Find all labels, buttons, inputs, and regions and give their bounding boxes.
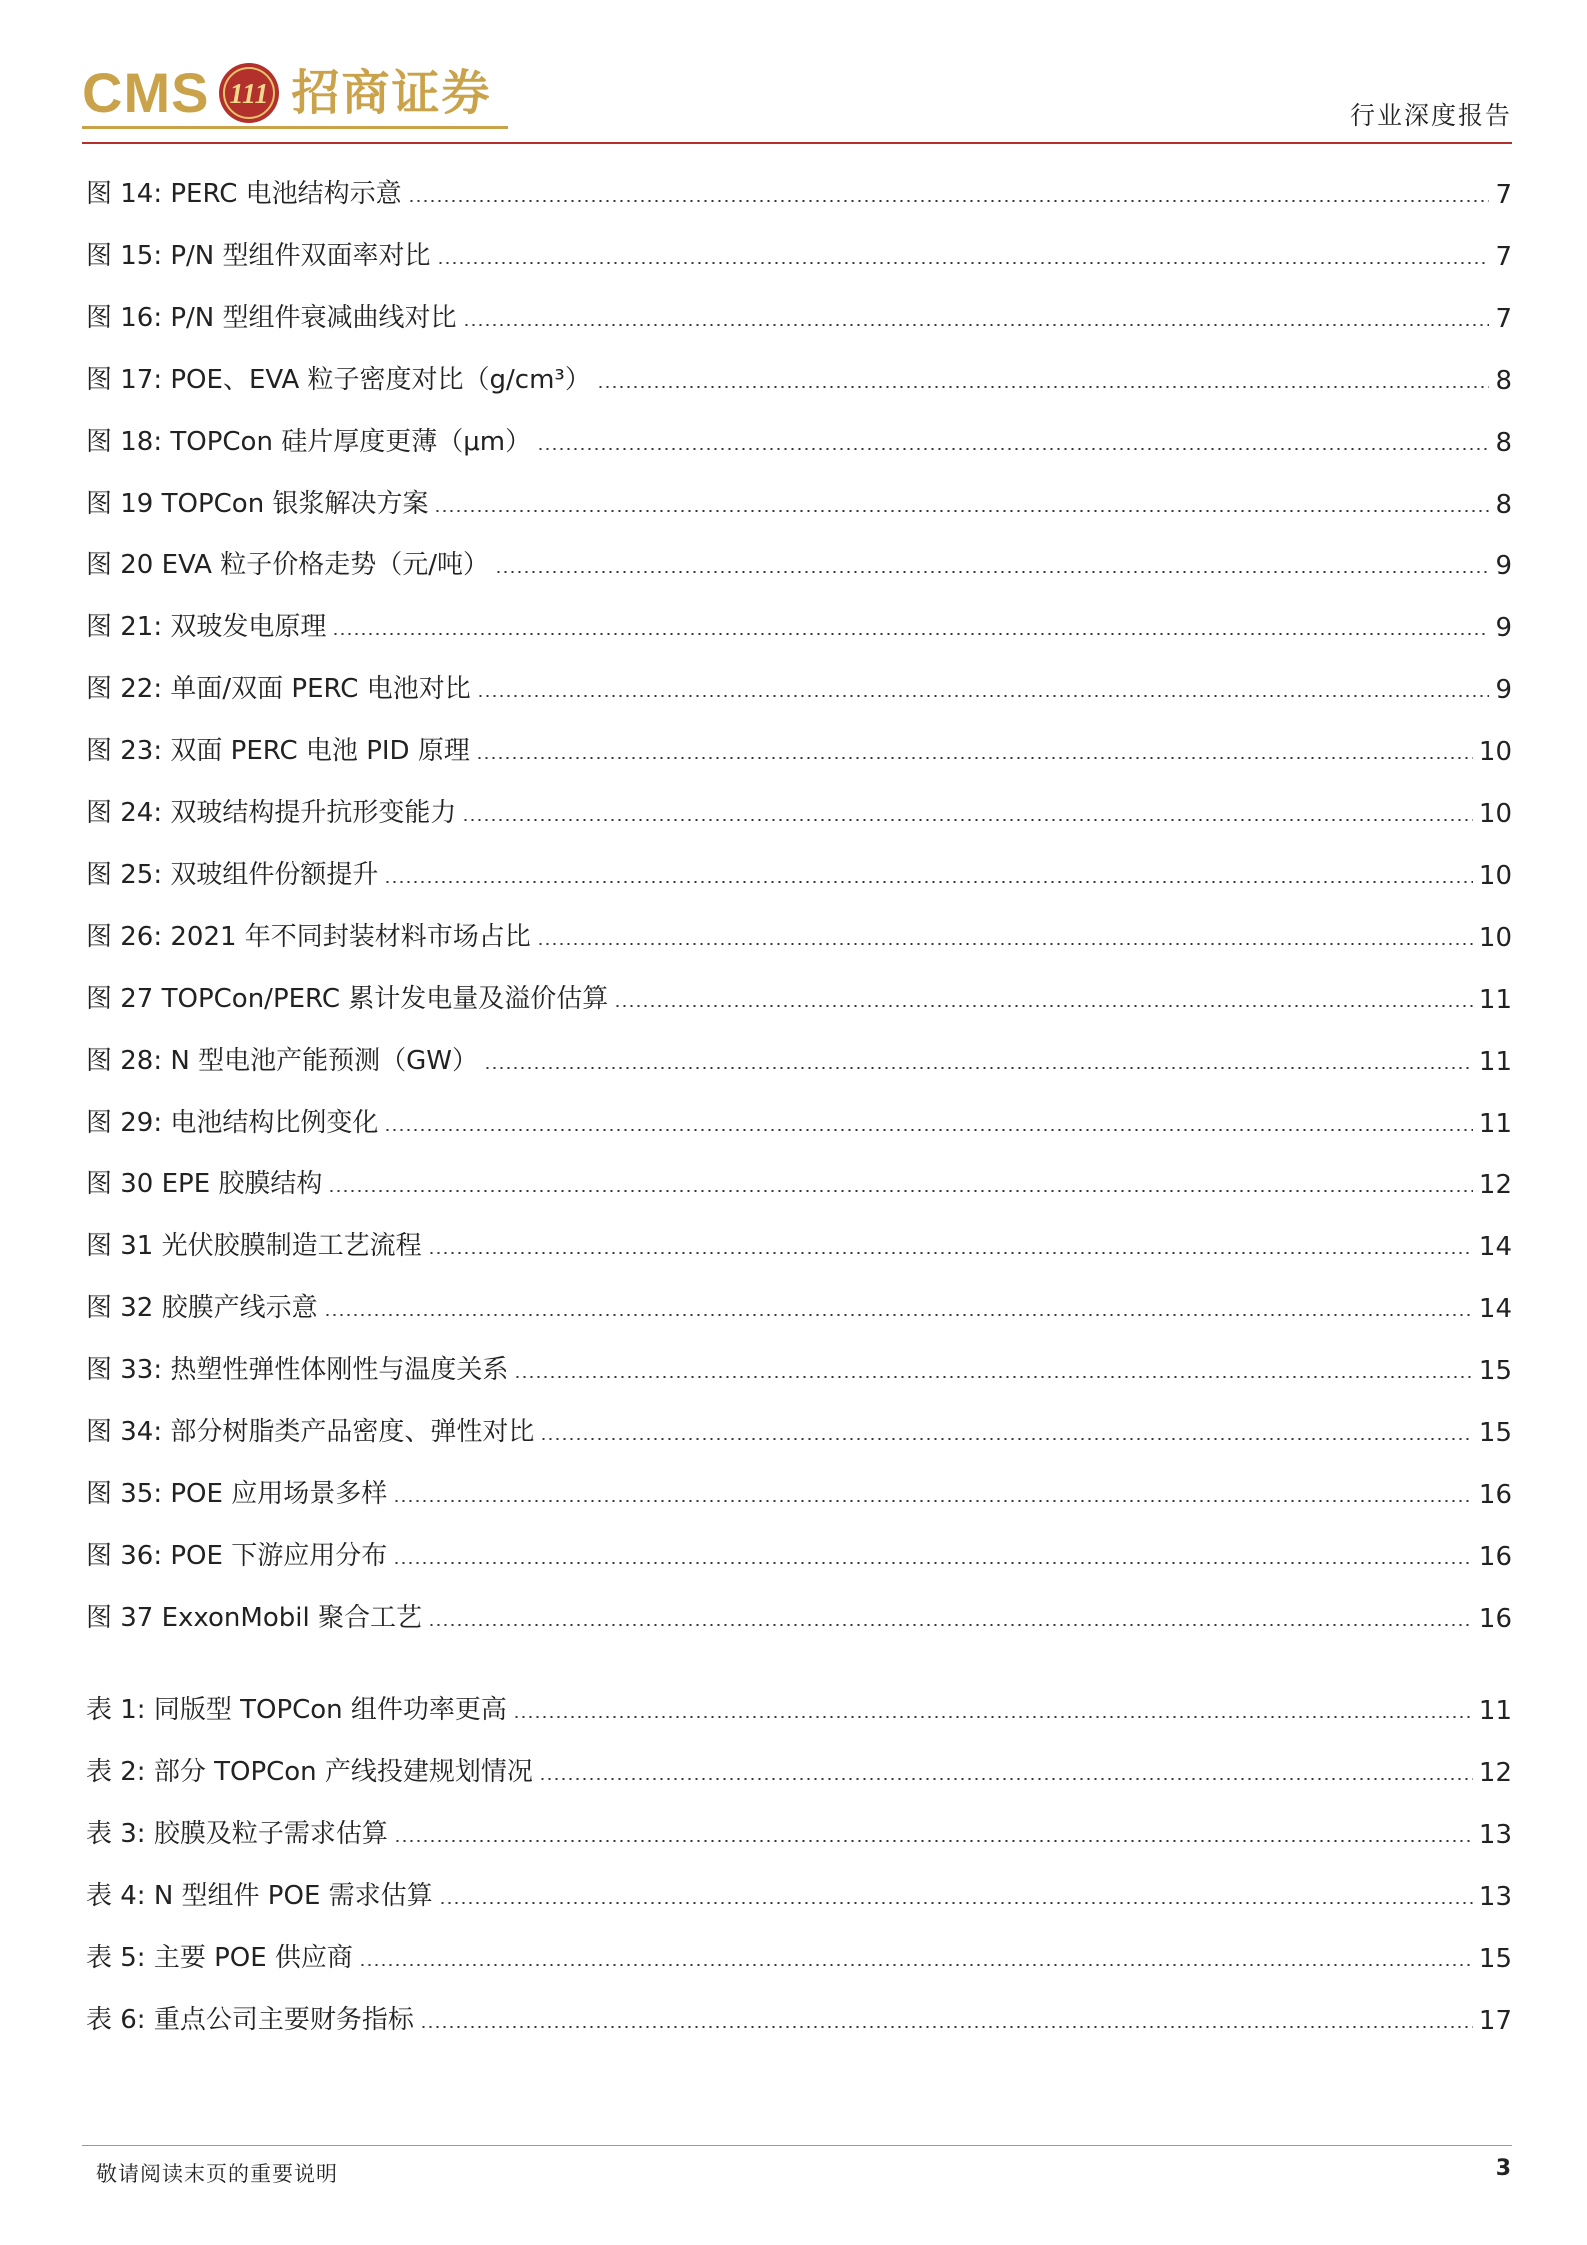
toc-entry-page: 10 xyxy=(1478,922,1512,953)
toc-entry-label: 图 21: 双玻发电原理 xyxy=(86,612,327,643)
toc-entry-page: 11 xyxy=(1478,984,1512,1015)
table-toc-entry[interactable] xyxy=(86,1810,1512,1850)
toc-entry-page: 9 xyxy=(1495,551,1512,582)
figure-toc-entry[interactable] xyxy=(86,294,1512,334)
toc-leader-dots xyxy=(420,2026,1473,2028)
toc-leader-dots xyxy=(477,695,1490,697)
toc-entry-page: 7 xyxy=(1495,180,1512,210)
toc-entry-page: 11 xyxy=(1478,1046,1512,1077)
logo-badge-text: 111 xyxy=(229,79,269,110)
toc-entry-page: 11 xyxy=(1478,1108,1512,1139)
toc-leader-dots xyxy=(439,1902,1473,1904)
toc-leader-dots xyxy=(539,1778,1473,1780)
toc-leader-dots xyxy=(614,1005,1473,1007)
toc-entry-label: 图 31 光伏胶膜制造工艺流程 xyxy=(86,1231,422,1262)
logo-cms-text: CMS xyxy=(82,61,210,124)
toc-entry-label: 图 27 TOPCon/PERC 累计发电量及溢价估算 xyxy=(86,983,609,1014)
toc-leader-dots xyxy=(359,1964,1473,1966)
logo-underline xyxy=(82,126,508,129)
figure-toc-entry[interactable] xyxy=(86,1222,1512,1262)
figure-toc-entry[interactable] xyxy=(86,665,1512,705)
toc-leader-dots xyxy=(484,1067,1473,1069)
toc-leader-dots xyxy=(434,510,1489,512)
company-logo xyxy=(82,58,491,128)
toc-leader-dots xyxy=(476,757,1473,759)
logo-badge-icon xyxy=(217,61,281,125)
figure-toc-entry[interactable] xyxy=(86,1594,1512,1634)
toc-entry-label: 图 17: POE、EVA 粒子密度对比（g/cm³） xyxy=(86,364,591,395)
toc-entry-label: 表 4: N 型组件 POE 需求估算 xyxy=(86,1880,433,1911)
toc-entry-page: 8 xyxy=(1495,489,1512,520)
toc-entry-label: 图 35: POE 应用场景多样 xyxy=(86,1478,388,1509)
toc-entry-label: 图 15: P/N 型组件双面率对比 xyxy=(86,240,431,271)
figure-toc-entry[interactable] xyxy=(86,789,1512,829)
toc-entry-page: 9 xyxy=(1495,675,1512,706)
figure-toc-entry[interactable] xyxy=(86,541,1512,581)
toc-leader-dots xyxy=(537,448,1489,450)
toc-entry-label: 图 22: 单面/双面 PERC 电池对比 xyxy=(86,674,471,705)
figure-toc-entry[interactable] xyxy=(86,1346,1512,1386)
toc-leader-dots xyxy=(328,1190,1472,1192)
toc-leader-dots xyxy=(537,943,1473,945)
toc-entry-label: 图 37 ExxonMobil 聚合工艺 xyxy=(86,1602,422,1633)
toc-entry-page: 10 xyxy=(1478,799,1512,829)
toc-entry-label: 图 23: 双面 PERC 电池 PID 原理 xyxy=(86,736,470,767)
toc-entry-page: 10 xyxy=(1478,737,1512,768)
toc-entry-page: 14 xyxy=(1478,1294,1512,1325)
toc-entry-label: 表 1: 同版型 TOPCon 组件功率更高 xyxy=(86,1695,507,1725)
figure-toc-entry[interactable] xyxy=(86,1099,1512,1139)
toc-entry-page: 16 xyxy=(1478,1541,1512,1572)
toc-entry-page: 8 xyxy=(1495,427,1512,458)
page-header xyxy=(82,52,1512,144)
toc-entry-page: 13 xyxy=(1478,1881,1512,1912)
page-number: 3 xyxy=(1495,2156,1511,2181)
figure-toc-entry[interactable] xyxy=(86,1160,1512,1200)
header-divider xyxy=(82,142,1512,144)
toc-entry-page: 13 xyxy=(1478,1819,1512,1850)
toc-leader-dots xyxy=(462,819,1473,821)
figure-toc-entry[interactable] xyxy=(86,727,1512,767)
toc-leader-dots xyxy=(393,1500,1473,1502)
toc-leader-dots xyxy=(408,200,1490,202)
toc-entry-label: 图 18: TOPCon 硅片厚度更薄（μm） xyxy=(86,426,532,457)
table-toc-entry[interactable] xyxy=(86,1686,1512,1726)
toc-entry-label: 图 30 EPE 胶膜结构 xyxy=(86,1169,323,1200)
figure-toc-entry[interactable] xyxy=(86,1037,1512,1077)
toc-leader-dots xyxy=(597,386,1490,388)
toc-leader-dots xyxy=(332,633,1489,635)
figure-toc-entry[interactable] xyxy=(86,851,1512,891)
table-toc-entry[interactable] xyxy=(86,1934,1512,1974)
toc-entry-label: 表 2: 部分 TOPCon 产线投建规划情况 xyxy=(86,1756,533,1787)
logo-cn-text: 招商证券 xyxy=(291,65,492,121)
toc-leader-dots xyxy=(514,1376,1473,1378)
toc-entry-label: 图 36: POE 下游应用分布 xyxy=(86,1540,388,1571)
toc-leader-dots xyxy=(324,1314,1473,1316)
toc-entry-page: 9 xyxy=(1495,613,1512,644)
toc-entry-label: 图 16: P/N 型组件衰减曲线对比 xyxy=(86,302,457,333)
toc-entry-label: 图 29: 电池结构比例变化 xyxy=(86,1107,379,1138)
figure-toc-entry[interactable] xyxy=(86,975,1512,1015)
toc-leader-dots xyxy=(513,1716,1473,1718)
toc-leader-dots xyxy=(384,881,1473,883)
toc-entry-label: 图 32 胶膜产线示意 xyxy=(86,1293,318,1324)
toc-entry-label: 图 26: 2021 年不同封装材料市场占比 xyxy=(86,921,531,952)
toc-leader-dots xyxy=(384,1129,1473,1131)
toc-entry-label: 图 33: 热塑性弹性体刚性与温度关系 xyxy=(86,1355,509,1386)
toc-entry-label: 图 24: 双玻结构提升抗形变能力 xyxy=(86,798,457,828)
report-type: 行业深度报告 xyxy=(1349,101,1512,130)
toc-entry-label: 图 34: 部分树脂类产品密度、弹性对比 xyxy=(86,1417,535,1447)
figure-toc-entry[interactable] xyxy=(86,603,1512,643)
toc-entry-page: 15 xyxy=(1478,1356,1512,1387)
toc-entry-page: 14 xyxy=(1478,1232,1512,1263)
toc-leader-dots xyxy=(428,1252,1473,1254)
figure-toc-entry[interactable] xyxy=(86,356,1512,396)
toc-entry-label: 图 14: PERC 电池结构示意 xyxy=(86,179,402,209)
toc-entry-label: 表 5: 主要 POE 供应商 xyxy=(86,1942,353,1973)
toc-entry-page: 11 xyxy=(1478,1696,1512,1726)
toc-entry-page: 7 xyxy=(1495,241,1512,272)
figure-toc-entry[interactable] xyxy=(86,232,1512,272)
toc-entry-label: 表 3: 胶膜及粒子需求估算 xyxy=(86,1818,388,1849)
toc-entry-page: 12 xyxy=(1478,1170,1512,1201)
toc-entry-page: 10 xyxy=(1478,860,1512,891)
footer-divider xyxy=(82,2145,1512,2146)
table-toc-entry[interactable] xyxy=(86,1748,1512,1788)
toc-entry-page: 8 xyxy=(1495,365,1512,396)
toc-entry-page: 16 xyxy=(1478,1603,1512,1634)
toc-entry-page: 12 xyxy=(1478,1757,1512,1788)
figure-toc-entry[interactable] xyxy=(86,1408,1512,1448)
toc-leader-dots xyxy=(540,1438,1473,1440)
toc-entry-label: 图 28: N 型电池产能预测（GW） xyxy=(86,1045,478,1076)
toc-leader-dots xyxy=(437,262,1490,264)
toc-entry-label: 图 20 EVA 粒子价格走势（元/吨） xyxy=(86,550,489,581)
toc-entry-page: 17 xyxy=(1478,2005,1512,2036)
toc-entry-label: 图 25: 双玻组件份额提升 xyxy=(86,859,379,890)
figure-toc-entry[interactable] xyxy=(86,1284,1512,1324)
toc-entry-page: 15 xyxy=(1478,1418,1512,1448)
toc-leader-dots xyxy=(394,1840,1473,1842)
figure-toc-entry[interactable] xyxy=(86,1532,1512,1572)
toc-leader-dots xyxy=(463,324,1490,326)
table-toc-entry[interactable] xyxy=(86,1996,1512,2036)
toc-entry-page: 16 xyxy=(1478,1479,1512,1510)
table-toc-entry[interactable] xyxy=(86,1872,1512,1912)
toc-entry-label: 表 6: 重点公司主要财务指标 xyxy=(86,2004,414,2035)
figure-toc-entry[interactable] xyxy=(86,480,1512,520)
figure-toc-entry[interactable] xyxy=(86,1470,1512,1510)
toc-entry-page: 7 xyxy=(1495,303,1512,334)
figure-toc-entry[interactable] xyxy=(86,418,1512,458)
toc-leader-dots xyxy=(428,1624,1473,1626)
toc-entry-label: 图 19 TOPCon 银浆解决方案 xyxy=(86,488,429,519)
figure-toc-entry[interactable] xyxy=(86,170,1512,210)
toc-leader-dots xyxy=(495,571,1489,573)
figure-toc-entry[interactable] xyxy=(86,913,1512,953)
toc-entry-page: 15 xyxy=(1478,1943,1512,1974)
footer-disclaimer: 敬请阅读末页的重要说明 xyxy=(96,2162,338,2186)
toc-leader-dots xyxy=(393,1562,1473,1564)
